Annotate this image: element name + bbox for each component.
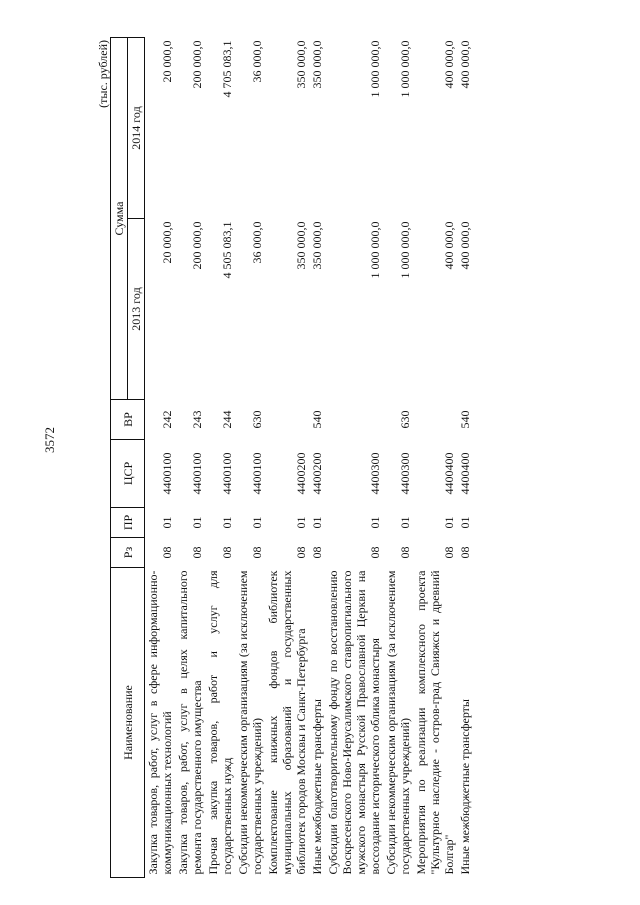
table-row <box>309 37 325 877</box>
cell-y2014: 200 000,0 <box>190 40 204 89</box>
table-row <box>175 37 205 877</box>
cell-csr: 4400400 <box>458 452 472 495</box>
cell-pr: 01 <box>190 516 204 529</box>
cell-rz: 08 <box>294 546 308 559</box>
cell-rz: 08 <box>368 546 382 559</box>
cell-pr: 01 <box>310 516 324 529</box>
cell-vr <box>265 400 309 440</box>
cell-rz: 08 <box>250 546 264 559</box>
cell-name: Закупка товаров, работ, услуг в целях капитального ремонта государственного имущества <box>176 570 204 875</box>
table-body <box>145 37 474 877</box>
cell-csr: 4400200 <box>294 452 308 495</box>
header-sum: Сумма <box>111 37 128 399</box>
cell-csr: 4400100 <box>220 452 234 495</box>
cell-y2014: 400 000,0 <box>458 40 472 89</box>
cell-name: Прочая закупка товаров, работ и услуг для государственных нужд <box>206 570 234 875</box>
cell-name: Закупка товаров, работ, услуг в сфере информационно-коммуникационных технологий <box>146 570 174 875</box>
cell-rz: 08 <box>458 546 472 559</box>
cell-y2014: 400 000,0 <box>442 40 456 89</box>
header-pr: ПР <box>111 508 145 538</box>
table-row <box>235 37 265 877</box>
cell-vr: 242 <box>160 410 174 429</box>
page-number: 3572 <box>42 427 57 453</box>
table-row <box>145 37 176 877</box>
cell-pr: 01 <box>368 516 382 529</box>
table-row <box>457 37 473 877</box>
cell-pr: 01 <box>458 516 472 529</box>
cell-csr: 4400100 <box>250 452 264 495</box>
table-row <box>265 37 309 877</box>
table-row <box>413 37 457 877</box>
cell-pr: 01 <box>160 516 174 529</box>
table-row <box>205 37 235 877</box>
cell-vr: 540 <box>458 410 472 429</box>
cell-rz: 08 <box>220 546 234 559</box>
cell-y2014: 350 000,0 <box>310 40 324 89</box>
cell-y2014: 4 705 083,1 <box>220 40 234 98</box>
cell-y2013: 36 000,0 <box>250 221 264 264</box>
cell-y2014: 350 000,0 <box>294 40 308 89</box>
cell-vr: 630 <box>398 410 412 429</box>
cell-rz: 08 <box>442 546 456 559</box>
cell-name: Комплектование книжных фондов библиотек муниципальных образований и государственных библиотек городов Москвы и Санкт-Петербурга <box>266 570 308 875</box>
cell-y2014: 36 000,0 <box>250 40 264 83</box>
cell-y2013: 4 505 083,1 <box>220 221 234 279</box>
header-name: Наименование <box>111 568 145 878</box>
header-csr: ЦСР <box>111 440 145 508</box>
header-vr: ВР <box>111 400 145 440</box>
cell-vr <box>325 400 383 440</box>
rotated-page-content <box>96 38 568 878</box>
cell-name: Иные межбюджетные трансферты <box>458 699 472 875</box>
cell-csr: 4400400 <box>442 452 456 495</box>
cell-name: Мероприятия по реализации комплексного проекта "Культурное наследие - остров-град Свияжск и древний Болгар" <box>414 570 456 875</box>
cell-pr: 01 <box>442 516 456 529</box>
cell-rz: 08 <box>160 546 174 559</box>
cell-y2014: 1 000 000,0 <box>368 40 382 98</box>
cell-vr: 540 <box>310 410 324 429</box>
cell-rz: 08 <box>398 546 412 559</box>
cell-name: Субсидии некоммерческим организациям (за исключением государственных учреждений) <box>384 570 412 875</box>
cell-csr: 4400100 <box>160 452 174 495</box>
cell-pr: 01 <box>398 516 412 529</box>
cell-y2013: 400 000,0 <box>442 221 456 270</box>
cell-name: Иные межбюджетные трансферты <box>310 699 324 875</box>
cell-pr: 01 <box>220 516 234 529</box>
cell-y2013: 1 000 000,0 <box>398 221 412 279</box>
cell-csr: 4400100 <box>190 452 204 495</box>
cell-csr: 4400200 <box>310 452 324 495</box>
header-2013: 2013 год <box>128 219 145 400</box>
cell-y2013: 20 000,0 <box>160 221 174 264</box>
cell-csr: 4400300 <box>398 452 412 495</box>
cell-y2013: 200 000,0 <box>190 221 204 270</box>
cell-y2013: 1 000 000,0 <box>368 221 382 279</box>
header-2014: 2014 год <box>128 37 145 218</box>
cell-y2014: 1 000 000,0 <box>398 40 412 98</box>
cell-vr: 243 <box>190 410 204 429</box>
table-row <box>325 37 383 877</box>
units-label: (тыс. рублей) <box>96 40 110 108</box>
cell-vr <box>413 400 457 440</box>
budget-table <box>110 37 473 878</box>
cell-csr: 4400300 <box>368 452 382 495</box>
cell-y2013: 350 000,0 <box>310 221 324 270</box>
cell-vr: 244 <box>220 410 234 429</box>
cell-vr: 630 <box>250 410 264 429</box>
cell-pr: 01 <box>294 516 308 529</box>
cell-rz: 08 <box>190 546 204 559</box>
cell-pr: 01 <box>250 516 264 529</box>
cell-name: Субсидии благотворительному фонду по восстановлению Воскресенского Ново-Иерусалимского ставропигиального мужского монастыря Русской Православной Церкви на воссоздание исторического облика монастыря <box>326 570 382 875</box>
cell-y2013: 350 000,0 <box>294 221 308 270</box>
cell-y2013: 400 000,0 <box>458 221 472 270</box>
cell-rz: 08 <box>310 546 324 559</box>
header-row-1 <box>111 37 128 877</box>
cell-y2014: 20 000,0 <box>160 40 174 83</box>
header-rz: Рз <box>111 538 145 568</box>
table-row <box>383 37 413 877</box>
cell-name: Субсидии некоммерческим организациям (за исключением государственных учреждений) <box>236 570 264 875</box>
